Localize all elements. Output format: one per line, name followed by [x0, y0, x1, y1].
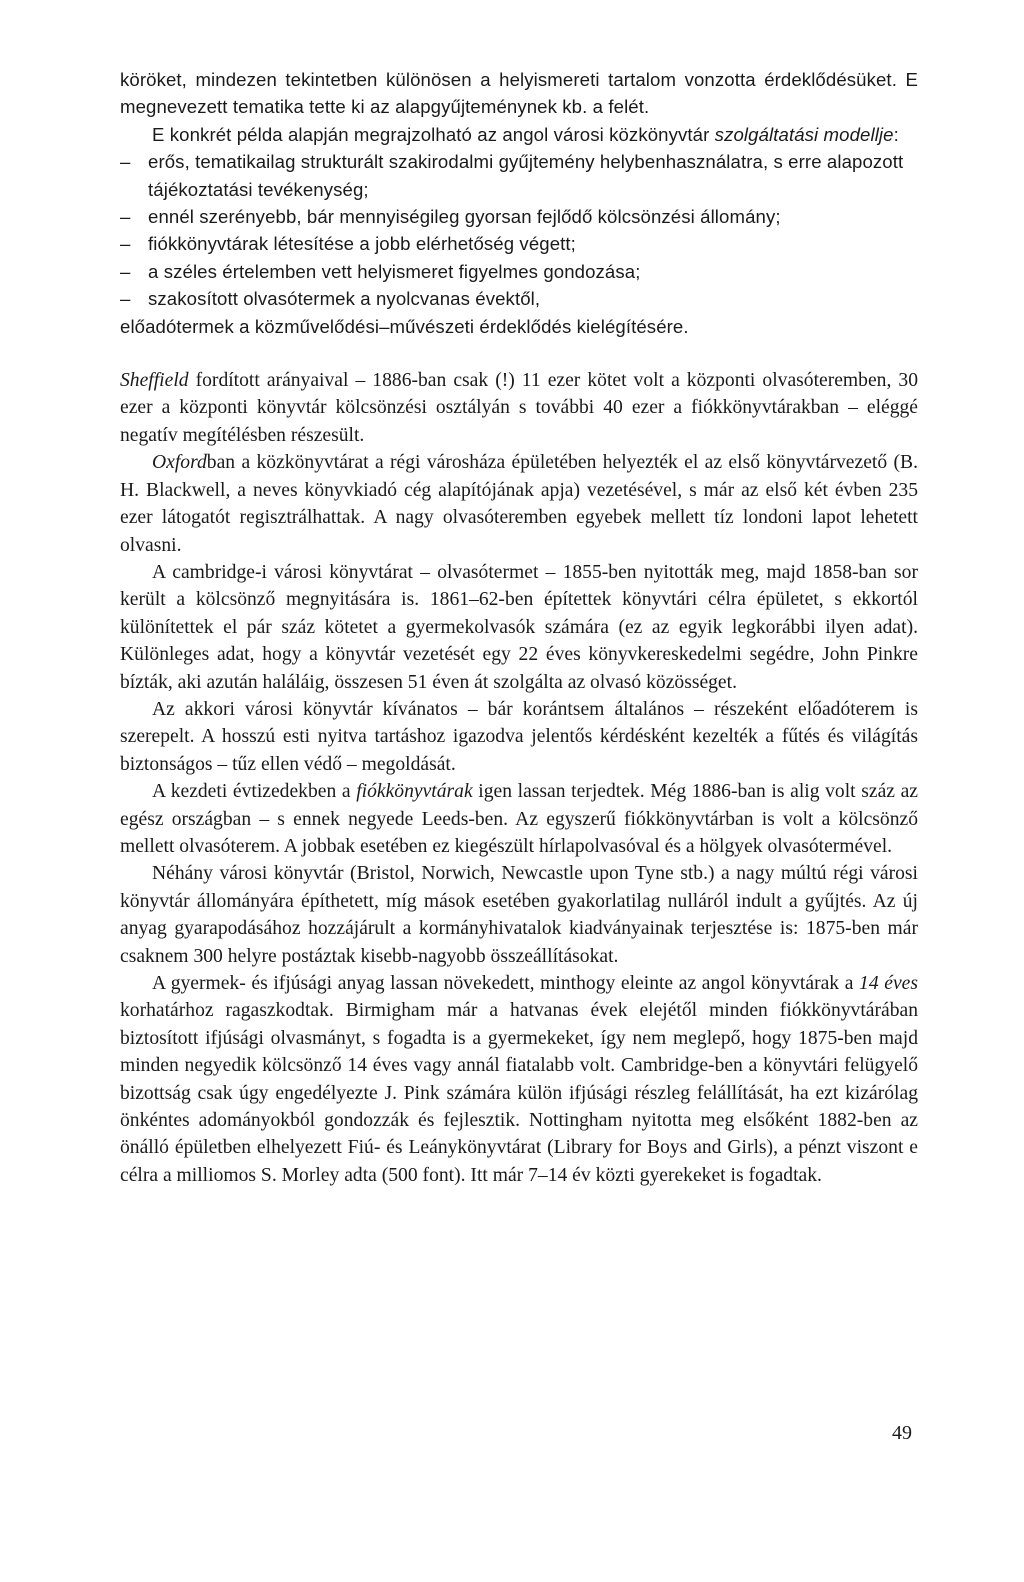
- paragraph-oxford: [120, 449, 918, 559]
- oxford-emphasis: Oxford: [152, 452, 207, 474]
- model-intro-paragraph: [120, 121, 918, 148]
- model-intro-colon: :: [893, 123, 899, 145]
- page-number: 49: [892, 1422, 912, 1444]
- intro-line-1: köröket, mindezen tekintetben különösen a helyismereti tartalom vonzotta érdeklődésüket. E megnevezett tematika tette ki az alapgyűjteménynek kb. a felét.: [120, 69, 918, 118]
- paragraph-fiokkonyvtarak: [120, 778, 918, 860]
- list-item: – erős, tematikailag strukturált szakirodalmi gyűjtemény helybenhasználatra, s erre alapozott tájékoztatási tevékenység;: [120, 148, 918, 203]
- list-item: – szakosított olvasótermek a nyolcvanas évektől,: [120, 285, 918, 312]
- service-model-list: [120, 148, 918, 312]
- page-body: [120, 66, 918, 1189]
- paragraph-gyermek: [120, 970, 918, 1189]
- oxford-text: ban a közkönyvtárat a régi városháza épületében helyezték el az első könyvtárvezető (B. H. Blackwell, a neves könyvkiadó cég alapítójának apja) vezetésével, s már az első két évben 235 ezer látogatót regisztrálhattak. A nagy olvasóteremben egyebek mellett tíz londoni lapot lehetett olvasni.: [120, 452, 918, 556]
- section-gap: [120, 340, 918, 367]
- list-item: – fiókkönyvtárak létesítése a jobb elérhetőség végett;: [120, 230, 918, 257]
- list-item: – a széles értelemben vett helyismeret figyelmes gondozása;: [120, 258, 918, 285]
- sheffield-text: fordított arányaival – 1886-ban csak (!) 11 ezer kötet volt a központi olvasóteremben, 30 ezer a központi könyvtár kölcsönzési osztályán s további 40 ezer a fiókkönyvtárakban – eléggé negatív megítélésben részesült.: [120, 370, 918, 446]
- gyermek-text-start: A gyermek- és ifjúsági anyag lassan növekedett, minthogy eleinte az angol könyvtárak a: [152, 973, 860, 994]
- sheffield-emphasis: Sheffield: [120, 370, 189, 392]
- kezdeti-text-rest: igen lassan terjedtek. Még 1886-ban is alig volt száz az egész országban – s ennek negyede Leeds-ben. Az egyszerű fiókkönyvtárban is volt a kölcsönző mellett olvasóterem. A jobbak esetében ez kiegészült hírlapolvasóval és a hölgyek olvasótermével.: [120, 781, 918, 857]
- intro-paragraph: [120, 66, 918, 121]
- kezdeti-emphasis: fiókkönyvtárak: [356, 781, 473, 803]
- paragraph-nehany: Néhány városi könyvtár (Bristol, Norwich, Newcastle upon Tyne stb.) a nagy múltú régi városi könyvtár állományára építhetett, míg mások esetében gyakorlatilag nulláról indult a gyűjtés. Az új anyag gyarapodásához hozzájárult a kormányhivatalok kiadványainak terjesztése is: 1875-ben már csaknem 300 helyre postáztak kisebb-nagyobb összeállításokat.: [120, 863, 918, 967]
- gyermek-text-rest: korhatárhoz ragaszkodtak. Birmigham már a hatvanas évek elejétől minden fiókkönyvtárában biztosított ifjúsági olvasmányt, s fogadta is a gyermekeket, így nem meglepő, hogy 1875-ben majd minden negyedik kölcsönző 14 éves vagy annál fiatalabb volt. Cambridge-ben a könyvtári felügyelő bizottság csak úgy engedélyezte J. Pink számára külön ifjúsági részleg felállítását, ha ezt kizárólag önkéntes adományokból gondozzák és fejlesztik. Nottingham nyitotta meg elsőként 1882-ben az önálló épületben elhelyezett Fiú- és Leánykönyvtárat (Library for Boys and Girls), a pénzt viszont e célra a milliomos S. Morley adta (500 font). Itt már 7–14 év közti gyerekeket is fogadtak.: [120, 1000, 918, 1186]
- paragraph-cambridge: A cambridge-i városi könyvtárat – olvasótermet – 1855-ben nyitották meg, majd 1858-ban sor került a kölcsönző megnyitására is. 1861–62-ben építettek könyvtári célra épületet, s ekkortól különítettek el pár száz kötetet a gyermekolvasók számára (ez az egyik legkorábbi ilyen adat). Különleges adat, hogy a könyvtár vezetését egy 22 éves könyvkereskedelmi segédre, John Pinkre bízták, aki azután haláláig, összesen 51 éven át szolgálta az olvasó közösséget.: [120, 561, 918, 693]
- model-intro-emphasis: szolgáltatási modellje: [714, 123, 894, 145]
- gyermek-emphasis: 14 éves: [859, 973, 918, 994]
- model-list-tail: előadótermek a közművelődési–művészeti érdeklődés kielégítésére.: [120, 315, 689, 337]
- model-intro-text: E konkrét példa alapján megrajzolható az angol városi közkönyvtár: [152, 123, 715, 145]
- list-item: – ennél szerényebb, bár mennyiségileg gyorsan fejlődő kölcsönzési állomány;: [120, 203, 918, 230]
- paragraph-akkori: Az akkori városi könyvtár kívánatos – bár korántsem általános – részeként előadóterem is szerepelt. A hosszú esti nyitva tartáshoz igazodva jelentős kérdésként kezelték a fűtés és világítás biztonságos – tűz ellen védő – megoldását.: [120, 698, 918, 775]
- kezdeti-text-start: A kezdeti évtizedekben a: [152, 781, 357, 803]
- paragraph-sheffield: [120, 367, 918, 449]
